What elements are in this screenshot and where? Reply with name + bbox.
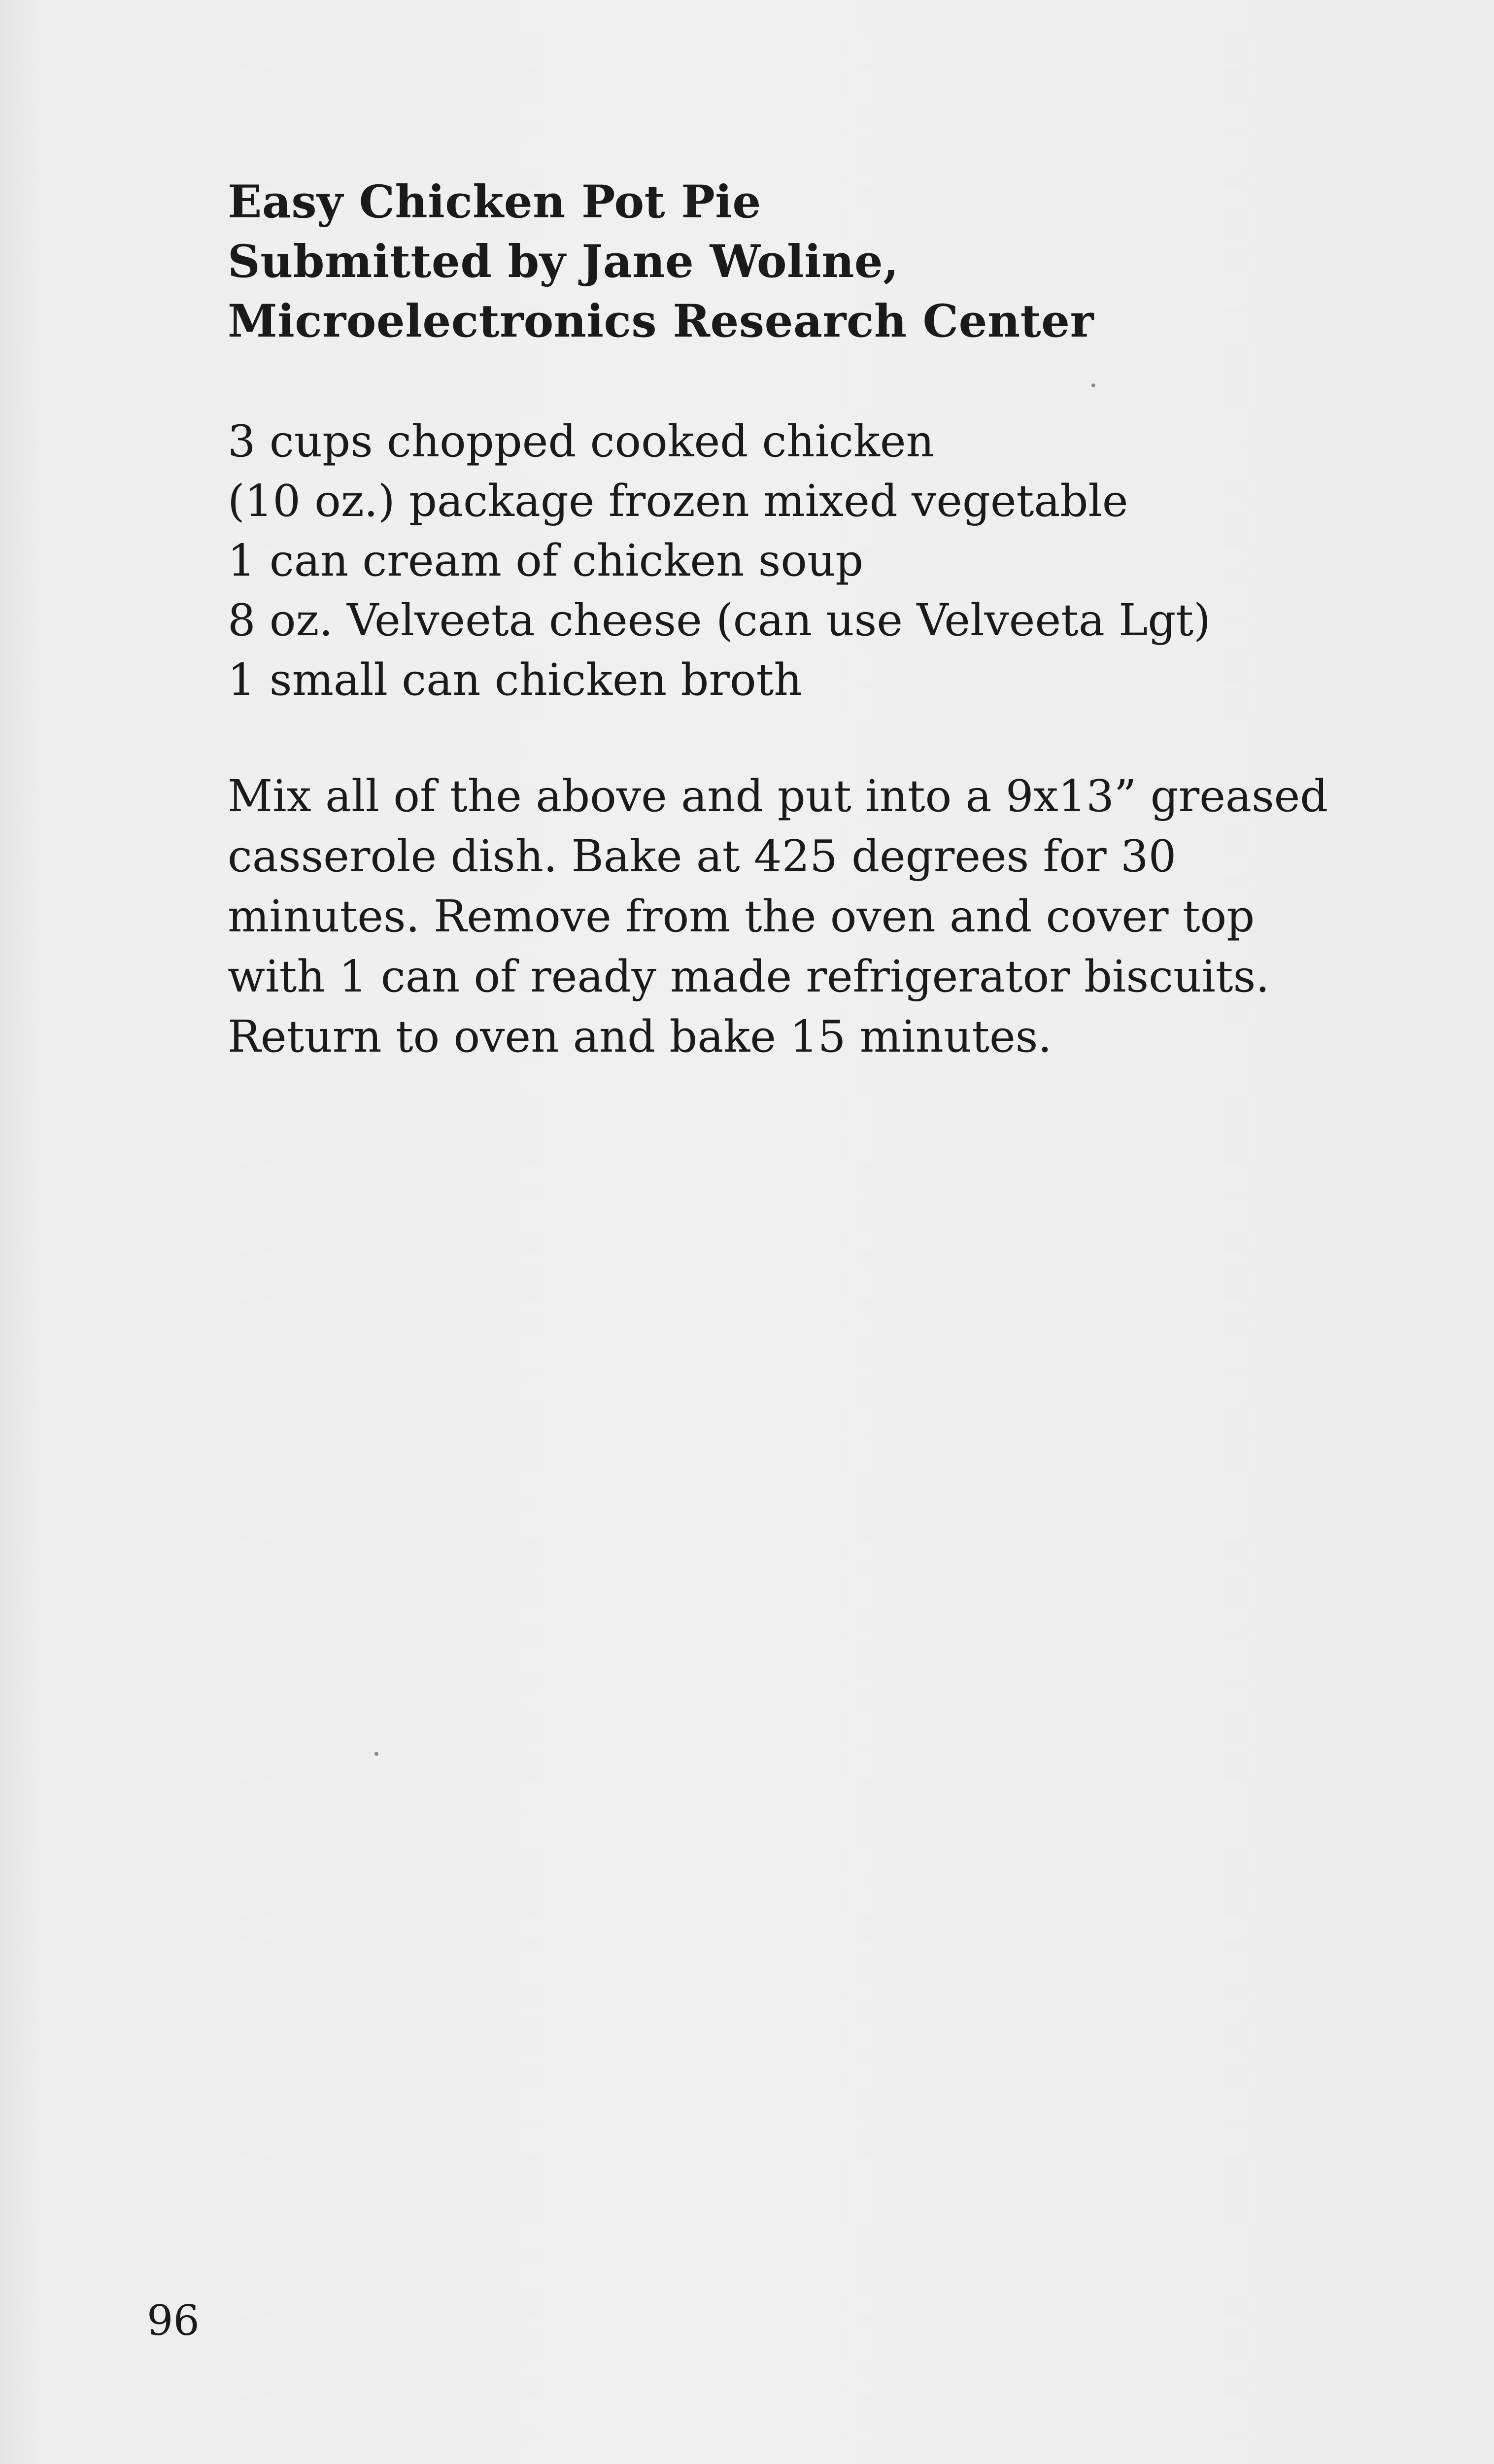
- ingredient-item: 1 can cream of chicken soup: [228, 535, 864, 586]
- instruction-line: casserole dish. Bake at 425 degrees for 30: [228, 830, 1177, 882]
- ingredient-item: 1 small can chicken broth: [228, 654, 802, 705]
- paper-speck: [1091, 383, 1095, 387]
- instruction-line: with 1 can of ready made refrigerator biscuits.: [228, 951, 1270, 1002]
- recipe: [228, 172, 1381, 1066]
- paper-speck: [374, 1752, 378, 1756]
- instruction-line: Mix all of the above and put into a 9x13” greased: [228, 770, 1328, 821]
- ingredient-list: [228, 411, 1381, 710]
- recipe-title-block: [228, 172, 1381, 351]
- recipe-affiliation: Microelectronics Research Center: [228, 295, 1094, 347]
- recipe-submitter: Submitted by Jane Woline,: [228, 236, 899, 288]
- instruction-line: Return to oven and bake 15 minutes.: [228, 1011, 1052, 1062]
- ingredient-item: (10 oz.) package frozen mixed vegetable: [228, 475, 1128, 526]
- page-number: 96: [147, 2296, 200, 2345]
- ingredient-item: 3 cups chopped cooked chicken: [228, 415, 934, 467]
- instructions: [228, 766, 1381, 1066]
- ingredient-item: 8 oz. Velveeta cheese (can use Velveeta Lgt): [228, 594, 1211, 646]
- recipe-title: Easy Chicken Pot Pie: [228, 176, 761, 228]
- instruction-line: minutes. Remove from the oven and cover top: [228, 890, 1255, 942]
